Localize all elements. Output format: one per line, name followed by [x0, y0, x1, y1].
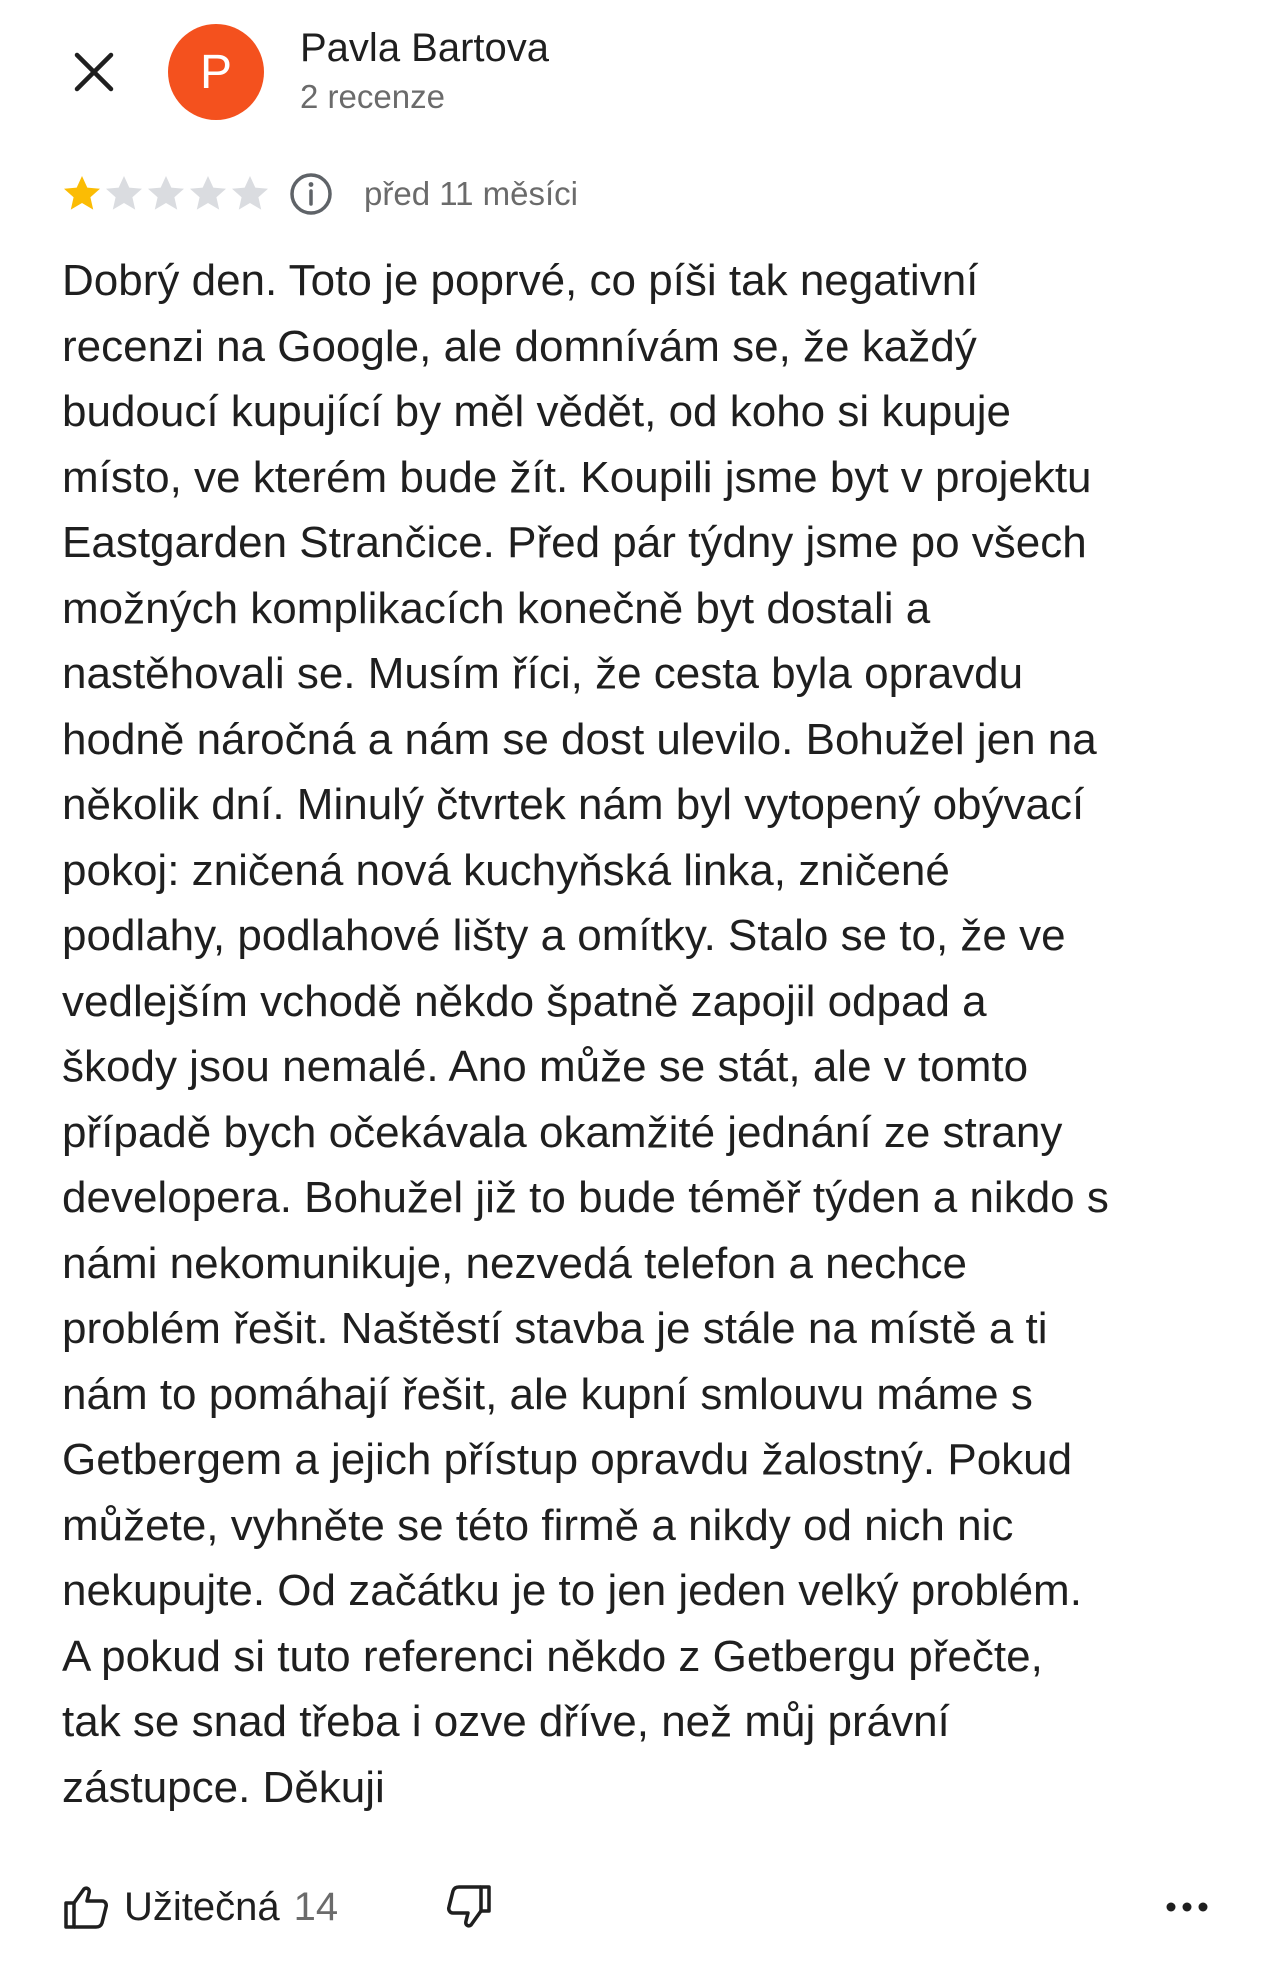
helpful-button[interactable] — [62, 1872, 338, 1942]
review-date: před 11 měsíci — [364, 175, 578, 212]
review-text-line: možných komplikacích konečně byt dostali a — [62, 583, 931, 633]
review-text-line: A pokud si tuto referenci někdo z Getbergu přečte, — [62, 1631, 1043, 1681]
review-text-line: pokoj: zničená nová kuchyňská linka, zničené — [62, 845, 950, 895]
star-empty-icon — [188, 174, 228, 214]
info-icon — [288, 171, 334, 217]
close-button[interactable] — [62, 40, 126, 104]
review-actions — [62, 1872, 1222, 1942]
star-rating — [62, 174, 272, 214]
review-text-line: případě bych očekávala okamžité jednání ze strany — [62, 1107, 1063, 1157]
author-review-count: 2 recenze — [300, 78, 445, 115]
not-helpful-button[interactable] — [434, 1872, 504, 1942]
review-header — [0, 0, 1284, 140]
more-horizontal-icon — [1165, 1901, 1209, 1913]
star-filled-icon — [62, 174, 102, 214]
review-text-line: Dobrý den. Toto je poprvé, co píši tak negativní — [62, 256, 979, 305]
close-icon — [74, 52, 114, 92]
review-text-line: nastěhovali se. Musím říci, že cesta byla opravdu — [62, 649, 1024, 698]
author-name[interactable]: Pavla Bartova — [300, 26, 550, 70]
review-text — [62, 248, 1232, 1820]
info-button[interactable] — [286, 169, 336, 219]
review-text-line: budoucí kupující by měl vědět, od koho si kupuje — [62, 387, 1012, 436]
review-text-line: hodně náročná a nám se dost ulevilo. Bohužel jen na — [62, 714, 1097, 764]
review-text-line: nekupujte. Od začátku je to jen jeden velký problém. — [62, 1566, 1082, 1615]
review-text-line: vedlejším vchodě někdo špatně zapojil odpad a — [62, 976, 987, 1026]
review-text-line: zástupce. Děkuji — [62, 1762, 385, 1812]
thumbs-down-icon — [445, 1883, 493, 1931]
helpful-count: 14 — [293, 1884, 339, 1929]
review-text-line: nám to pomáhají řešit, ale kupní smlouvu máme s — [62, 1369, 1033, 1419]
avatar[interactable] — [168, 24, 264, 120]
thumbs-up-icon — [62, 1883, 110, 1931]
review-text-line: Getbergem a jejich přístup opravdu žalostný. Pokud — [62, 1435, 1073, 1484]
review-text-line: tak se snad třeba i ozve dříve, než můj právní — [62, 1697, 950, 1746]
helpful-label: Užitečná — [124, 1884, 280, 1929]
review-text-line: několik dní. Minulý čtvrtek nám byl vytopený obývací — [62, 780, 1085, 829]
review-text-line: recenzi na Google, ale domnívám se, že každý — [62, 321, 977, 371]
review-text-line: Eastgarden Strančice. Před pár týdny jsme po všech — [62, 518, 1087, 567]
review-text-line: podlahy, podlahové lišty a omítky. Stalo se to, že ve — [62, 911, 1066, 960]
review-text-line: můžete, vyhněte se této firmě a nikdy od nich nic — [62, 1500, 1014, 1550]
avatar-letter: P — [199, 45, 232, 99]
review-text-line: námi nekomunikuje, nezvedá telefon a nechce — [62, 1238, 968, 1288]
star-empty-icon — [230, 174, 270, 214]
review-text-line: developera. Bohužel již to bude téměř týden a nikdo s — [62, 1173, 1109, 1222]
review-text-line: problém řešit. Naštěstí stavba je stále na místě a ti — [62, 1304, 1048, 1353]
star-empty-icon — [104, 174, 144, 214]
review-text-line: místo, ve kterém bude žít. Koupili jsme byt v projektu — [62, 452, 1092, 502]
review-text-line: škody jsou nemalé. Ano může se stát, ale v tomto — [62, 1042, 1029, 1091]
star-empty-icon — [146, 174, 186, 214]
rating-row — [62, 166, 578, 222]
more-options-button[interactable] — [1152, 1872, 1222, 1942]
